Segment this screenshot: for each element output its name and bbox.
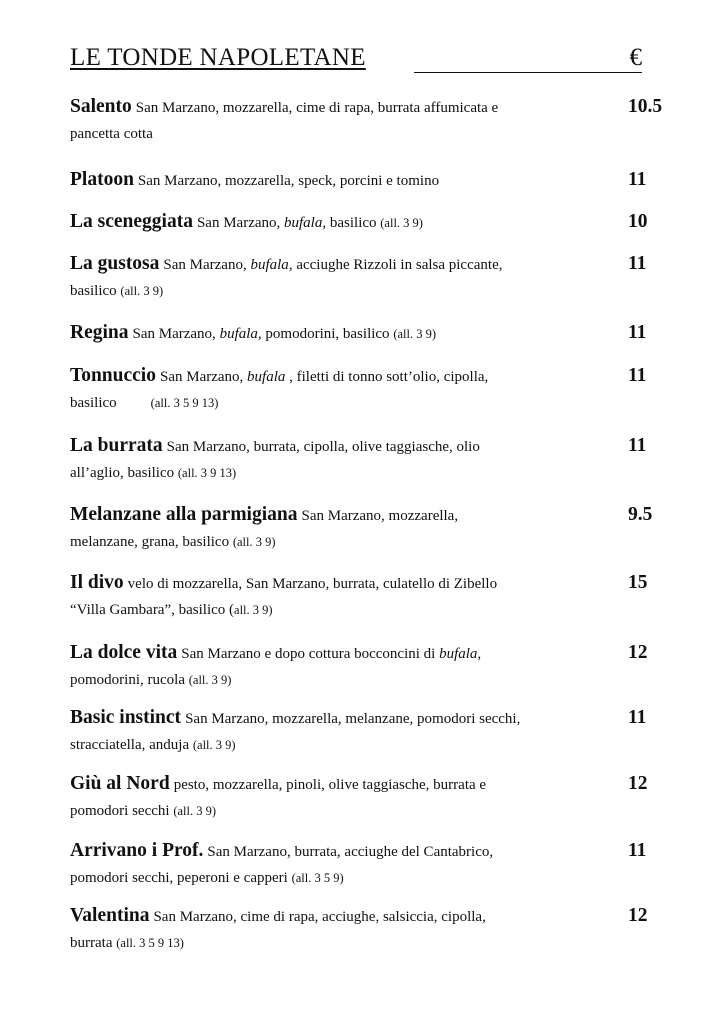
item-name: Salento bbox=[70, 96, 132, 117]
item-description: San Marzano, mozzarella, cime di rapa, burrata affumicata e bbox=[135, 100, 499, 116]
item-name: Arrivano i Prof. bbox=[70, 840, 204, 861]
item-description-cont: pancetta cotta bbox=[70, 126, 153, 142]
item-price: 11 bbox=[628, 253, 647, 274]
item-price: 10 bbox=[628, 211, 648, 232]
item-price: 11 bbox=[628, 435, 647, 456]
item-description: San Marzano, burrata, cipolla, olive taggiasche, olio bbox=[166, 439, 480, 455]
item-description-cont: burrata bbox=[70, 935, 117, 951]
item-name: Regina bbox=[70, 322, 129, 343]
item-price: 12 bbox=[628, 642, 648, 663]
item-price: 10.5 bbox=[628, 96, 663, 117]
item-description: San Marzano, bbox=[159, 369, 248, 385]
item-description: San Marzano, cime di rapa, acciughe, salsiccia, cipolla, bbox=[153, 909, 486, 925]
allergens: (all. 3 9 13) bbox=[177, 466, 237, 480]
allergens: (all. 3 5 9) bbox=[291, 871, 344, 885]
item-name: Tonnuccio bbox=[70, 365, 156, 386]
allergens: (all. 3 9) bbox=[173, 804, 217, 818]
item-description-cont: “Villa Gambara”, basilico ( bbox=[70, 602, 235, 618]
item-price: 12 bbox=[628, 905, 648, 926]
item-name: Platoon bbox=[70, 169, 134, 190]
item-name: La gustosa bbox=[70, 253, 160, 274]
allergens: all. 3 9) bbox=[234, 603, 273, 617]
item-description-italic: bufala bbox=[250, 257, 289, 273]
item-description-rest: , filetti di tonno sott’olio, cipolla, bbox=[285, 369, 489, 385]
item-description-cont: melanzane, grana, basilico bbox=[70, 534, 233, 550]
item-description-cont: pomodorini, rucola bbox=[70, 672, 189, 688]
item-description: San Marzano, bbox=[196, 215, 285, 231]
item-description-cont: basilico bbox=[70, 395, 117, 411]
item-description-cont: stracciatella, anduja bbox=[70, 737, 193, 753]
item-description: San Marzano, mozzarella, speck, porcini e tomino bbox=[137, 173, 440, 189]
item-name: La dolce vita bbox=[70, 642, 178, 663]
item-description-cont: all’aglio, basilico bbox=[70, 465, 178, 481]
item-description: San Marzano, burrata, acciughe del Cantabrico, bbox=[207, 844, 494, 860]
menu-section-header bbox=[70, 44, 642, 76]
item-name: Melanzane alla parmigiana bbox=[70, 504, 298, 525]
item-description-cont: pomodori secchi bbox=[70, 803, 174, 819]
item-description: San Marzano, bbox=[132, 326, 220, 342]
allergens: (all. 3 5 9 13) bbox=[116, 936, 184, 950]
item-name: La sceneggiata bbox=[70, 211, 193, 232]
item-name: Basic instinct bbox=[70, 707, 182, 728]
item-name: La burrata bbox=[70, 435, 163, 456]
allergens: (all. 3 9) bbox=[380, 216, 423, 230]
item-description-italic: bufala, bbox=[439, 646, 482, 662]
item-description: San Marzano, mozzarella, melanzane, pomodori secchi, bbox=[185, 711, 521, 727]
item-description-rest: , acciughe Rizzoli in salsa piccante, bbox=[288, 257, 503, 273]
allergens: (all. 3 9) bbox=[232, 535, 276, 549]
item-description: pesto, mozzarella, pinoli, olive taggiasche, burrata e bbox=[173, 777, 487, 793]
item-description: San Marzano, bbox=[163, 257, 251, 273]
item-price: 11 bbox=[628, 707, 647, 728]
item-description-cont: basilico bbox=[70, 283, 121, 299]
item-description-italic: bufala bbox=[284, 215, 323, 231]
item-price: 11 bbox=[628, 322, 647, 343]
item-price: 12 bbox=[628, 773, 648, 794]
allergens: (all. 3 9) bbox=[393, 327, 437, 341]
section-title: LE TONDE NAPOLETANE bbox=[70, 44, 366, 71]
title-underline-rule bbox=[414, 72, 642, 73]
allergens: (all. 3 9) bbox=[192, 738, 236, 752]
allergens: (all. 3 5 9 13) bbox=[150, 396, 219, 410]
item-price: 11 bbox=[628, 169, 647, 190]
item-price: 11 bbox=[628, 365, 647, 386]
allergens: (all. 3 9) bbox=[188, 673, 232, 687]
item-description-italic: bufala bbox=[247, 369, 286, 385]
item-description-rest: , basilico bbox=[322, 215, 381, 231]
item-price: 11 bbox=[628, 840, 647, 861]
item-description-cont: pomodori secchi, peperoni e capperi bbox=[70, 870, 292, 886]
item-price: 15 bbox=[628, 572, 648, 593]
allergens: (all. 3 9) bbox=[120, 284, 164, 298]
item-description: velo di mozzarella, San Marzano, burrata, culatello di Zibello bbox=[127, 576, 498, 592]
item-description-rest: , pomodorini, basilico bbox=[257, 326, 394, 342]
item-description: San Marzano, mozzarella, bbox=[301, 508, 459, 524]
item-description: San Marzano e dopo cottura bocconcini di bbox=[181, 646, 440, 662]
item-name: Giù al Nord bbox=[70, 773, 170, 794]
item-price: 9.5 bbox=[628, 504, 653, 525]
currency-symbol: € bbox=[629, 44, 642, 71]
item-name: Il divo bbox=[70, 572, 124, 593]
item-name: Valentina bbox=[70, 905, 150, 926]
item-description-italic: bufala bbox=[219, 326, 258, 342]
